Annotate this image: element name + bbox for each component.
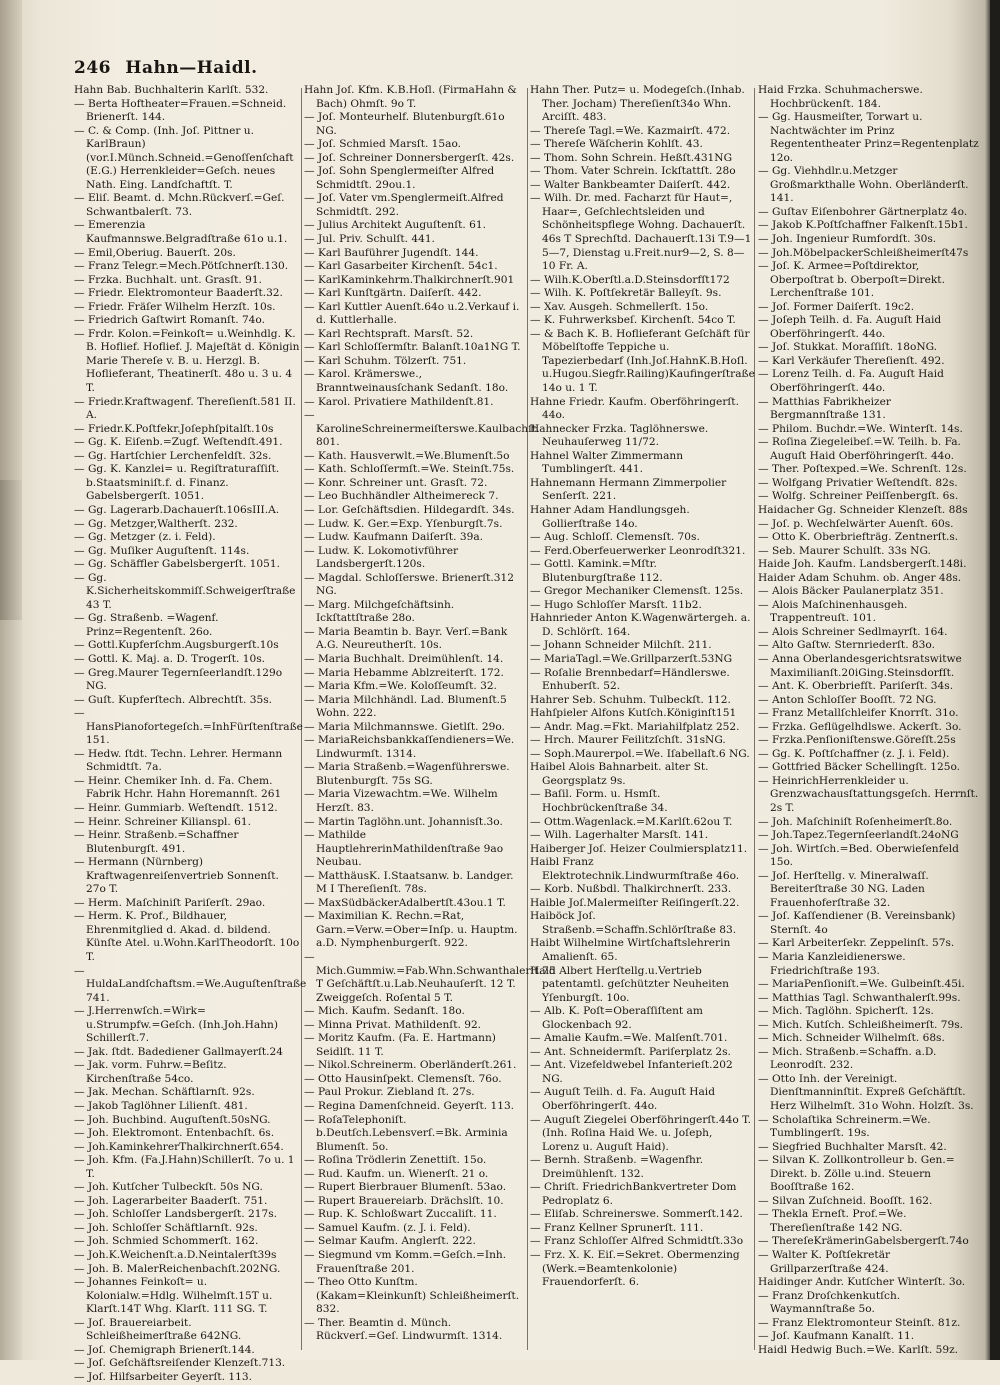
directory-entry: — Jul. Priv. Schulſt. 441. xyxy=(304,233,435,246)
directory-entry: — Scholaſtika Schreinerm.=We. Tumblingerſt. 19s. xyxy=(758,1113,931,1140)
directory-entry-heading: Hahrer Seb. Schuhm. Tulbeckſt. 112. xyxy=(530,693,731,706)
directory-entry: — Joſ. Vater vm.Spenglermeiſt.Alfred Schmidtſt. 292. xyxy=(304,192,504,218)
directory-entry: — Rupert Bierbrauer Blumenſt. 53ao. xyxy=(304,1181,507,1194)
directory-entry: — Franz Telegr.=Mech.Pötſchnerſt.130. xyxy=(74,260,289,273)
directory-entry: — Joſ. Schreiner Donnersbergerſt. 42s. xyxy=(304,151,515,164)
page-header xyxy=(74,58,258,82)
directory-entry: — Joh. Schloſſer Schäftlarnſt. 92s. xyxy=(74,1221,258,1234)
directory-entry: — Mathilde HauptlehrerinMathildenſtraße 9ao Neubau. xyxy=(304,829,504,869)
directory-entry: — Joſ. Sohn Spenglermeiſter Alfred Schmidtſt. 29ou.1. xyxy=(304,165,495,191)
column-2 xyxy=(304,84,556,1354)
directory-entry-heading: Haidinger Andr. Kutſcher Winterſt. 3o. xyxy=(758,1276,966,1289)
directory-entry: — Friedr. Elektromonteur Baaderſt.32. xyxy=(74,287,283,300)
directory-entry: — Ludw. Kaufmann Daiſerſt. 39a. xyxy=(304,531,484,544)
directory-entry: — Gg. K. Poſtſchaffner (z. J. i. Feld). xyxy=(758,747,950,760)
directory-entry: — Maria Milchmannswe. Gietlſt. 29o. xyxy=(304,720,505,733)
directory-entry: — Matthias Tagl. Schwanthalerſt.99s. xyxy=(758,991,961,1004)
directory-entry: — Philom. Buchdr.=We. Winterſt. 14s. xyxy=(758,422,963,435)
directory-entry: — Maria Kanzleidienerswe. Friedrichſtraße 193. xyxy=(758,951,906,977)
directory-entry: — Joſ. Chemigraph Brienerſt.144. xyxy=(74,1343,255,1356)
directory-entry: — Baſil. Form. u. Hsmſt. Hochbrückenſtraße 34. xyxy=(530,788,668,814)
directory-entry: — Karol. Krämerswe., Branntweinausſchank Sedanſt. 18o. xyxy=(304,368,509,395)
directory-entry: — Karl Rechtspraft. Marsſt. 52. xyxy=(304,327,474,340)
directory-entry: — Marg. Milchgeſchäftsinh. Ickſtattſtraße 28o. xyxy=(304,598,455,625)
directory-entry: — Andr. Mag.=Fkt. Mariahilfplatz 252. xyxy=(530,720,740,733)
directory-entry: — Joſ. Monteurhelf. Blutenburgſt.61o NG. xyxy=(304,111,505,137)
directory-entry-heading: Haible Joſ.Malermeiſter Reiſingerſt.22. xyxy=(530,896,740,909)
directory-entry: — Maria Kfm.=We. Koloſſeumſt. 32. xyxy=(304,680,497,693)
directory-entry: — Auguſt Teilh. d. Fa. Auguſt Haid Oberföhringerſt. 44o. xyxy=(530,1086,715,1113)
directory-entry: — Ther. Poſtexped.=We. Schrenſt. 12s. xyxy=(758,463,967,476)
directory-entry: — Wilh. Lagerhalter Marsſt. 141. xyxy=(530,829,709,842)
directory-entry: — Gottfried Bäcker Schellingſt. 125o. xyxy=(758,761,961,774)
directory-entry: — Ant. Schneidermſt. Pariſerplatz 2s. xyxy=(530,1045,731,1058)
directory-entry: — Jakob Taglöhner Lilienſt. 481. xyxy=(74,1100,248,1113)
directory-entry: — Wolfgang Privatier Weſtendſt. 82s. xyxy=(758,476,958,489)
directory-entry: — Silvan Zuſchneid. Booſſt. 162. xyxy=(758,1194,933,1207)
binding-edge-top xyxy=(0,0,22,480)
directory-entry: — Joſ. Brauereiarbeit. Schleißheimerſtraße 642NG. xyxy=(74,1316,242,1343)
directory-entry: — Joſ. Kaufmann Kanalſt. 11. xyxy=(758,1330,915,1343)
directory-entry: — Siegmund vm Komm.=Geſch.=Inh. Frauenſtraße 201. xyxy=(304,1249,507,1275)
directory-entry: — & Bach K. B. Hoflieferant Geſchäft für Möbelſtoffe Teppiche u. Tapezierbedarf (Inh.Joſ.HahnK.B.Hoſl. u.Hugou.Siegfr.Railing)Kaufingerſtraße 14o u. 1 T. xyxy=(530,327,755,395)
directory-entry: — Maria Vizewachtm.=We. Wilhelm Herzſt. 83. xyxy=(304,788,498,814)
directory-entry: — Jak. vorm. Fuhrw.=Beſitz. Kirchenſtraße 54co. xyxy=(74,1059,227,1085)
directory-entry: — Alois Bäcker Paulanerplatz 351. xyxy=(758,585,944,598)
directory-entry-heading: Haibt Wilhelmine Wirtſchaftslehrerin Amalienſt. 65. xyxy=(530,937,731,963)
directory-entry: — Thom. Vater Schrein. Ickſtattſt. 28o xyxy=(530,165,736,178)
directory-entry: — Kath. Hausverwlt.=We.Blumenſt.5o xyxy=(304,449,510,462)
directory-entry: — Joh. Elektromont. Entenbachſt. 6s. xyxy=(74,1127,275,1140)
directory-entry: — Mich. Schneider Wilhelmſt. 68s. xyxy=(758,1032,945,1045)
directory-entry: — Karl Verkäufer Thereſienſt. 492. xyxy=(758,354,945,367)
directory-entry: — Joh. B. MalerReichenbachſt.202NG. xyxy=(74,1262,281,1275)
directory-entry: — Joh. Maſchiniſt Roſenheimerſt.8o. xyxy=(758,815,953,828)
directory-entry: — Matthias Fabrikheizer Bergmannſtraße 131. xyxy=(758,395,891,422)
directory-entry: — Aug. Schloſſ. Clemensſt. 70s. xyxy=(530,531,700,544)
directory-entry: — K. Fuhrwerksbeſ. Kirchenſt. 54co T. xyxy=(530,314,736,327)
directory-entry: — Gg. K. Eiſenb.=Zugf. Weſtendſt.491. xyxy=(74,436,283,449)
directory-entry: — Rud. Kaufm. un. Wienerſt. 21 o. xyxy=(304,1167,489,1180)
directory-entry: — Alois Schreiner Sedlmayrſt. 164. xyxy=(758,625,948,638)
directory-entry: — Joſ. Hilfsarbeiter Geyerſt. 113. xyxy=(74,1370,252,1383)
directory-entry: — Samuel Kaufm. (z. J. i. Feld). xyxy=(304,1221,471,1234)
directory-entry-heading: Haidacher Gg. Schneider Klenzeſt. 88s xyxy=(758,503,968,516)
directory-entry: — Walter Bankbeamter Daiſerſt. 442. xyxy=(530,178,731,191)
directory-entry: — Joſ. Herſtellg. v. Mineralwaſſ. Bereiterſtraße 30 NG. Laden Frauenhoferſtraße 32. xyxy=(758,869,929,909)
directory-entry: — Gg. K.Sicherheitskommiſſ.Schweigerſtraße 43 T. xyxy=(74,571,296,611)
directory-entry: — Johann Schneider Milchſt. 211. xyxy=(530,639,712,652)
directory-entry: — Gg. Schäffler Gabelsbergerſt. 1051. xyxy=(74,558,281,571)
directory-entry-heading: Hahnel Walter Zimmermann Tumblingerſt. 441. xyxy=(530,449,684,476)
directory-entry: — KarolineSchreinermeiſterswe.Kaulbachſt. 801. xyxy=(304,409,540,449)
directory-entry: — Franz Droſchkenkutſch. Waymannſtraße 5o. xyxy=(758,1289,901,1316)
directory-entry: — Emerenzia Kaufmannswe.Belgradſtraße 61o u.1. xyxy=(74,219,288,246)
directory-entry: — Alb. K. Poſt=Oberaſſiſtent am Glockenbach 92. xyxy=(530,1005,703,1031)
directory-entry: — Wilh. Dr. med. Facharzt für Haut=, Haar=, Geſchlechtsleiden und Schönheitspflege Wohng. Dachauerſt. 46s T Sprechſtd. Dachauerſt.13i T.9—1 5—7, Dienstag u.Freit.nur9—2, S. 8—10 Fr. A. xyxy=(530,192,752,273)
directory-entry: — Thekla Erneſt. Prof.=We. Thereſienſtraße 142 NG. xyxy=(758,1208,907,1234)
directory-entry: — Wolfg. Schreiner Peiſſenbergſt. 6s. xyxy=(758,490,959,503)
column-divider xyxy=(754,88,755,1350)
directory-entry: — Heinr. Straßenb.=Schaffner Blutenburgſt. 491. xyxy=(74,829,239,855)
directory-entry: — Friedrich Gaſtwirt Romanſt. 74o. xyxy=(74,314,265,327)
directory-entry-heading: Haiböck Joſ. Straßenb.=Schaffn.Schlörſtraße 83. xyxy=(530,910,737,936)
directory-entry: — Otto Inh. der Vereinigt. Dienſtmanninſtit. Expreß Geſchäftſt. Herz Wilhelmſt. 31o Wohn. Holzſt. 3s. xyxy=(758,1072,974,1113)
directory-entry: — Karol. Privatiere Mathildenſt.81. xyxy=(304,395,494,408)
directory-entry: — Joh. Kutſcher Tulbeckſt. 50s NG. xyxy=(74,1181,263,1194)
directory-entry: — Gg. Metzger (z. i. Feld). xyxy=(74,531,216,544)
directory-entry: — Maria Milchhändl. Lad. Blumenſt.5 Wohn. 222. xyxy=(304,693,507,720)
directory-entry: — Frdr. Kolon.=Feinkoſt= u.Weinhdlg. K. B. Hoflief. Hoflief. J. Majeſtät d. Königin Marie Thereſe v. B. u. Herzgl. B. Hoflieferant, Theatinerſt. 48o u. 3 u. 4 T. xyxy=(74,327,300,395)
directory-entry: — Frz. X. K. Eiſ.=Sekret. Obermenzing (Werk.=Beamtenkolonie) Frauendorferſt. 6. xyxy=(530,1249,740,1289)
directory-entry: — Heinr. Chemiker Inh. d. Fa. Chem. Fabrik Hchr. Hahn Horemannſt. 261 xyxy=(74,774,282,801)
directory-entry: — Joh. Buchbind. Auguſtenſt.50sNG. xyxy=(74,1113,271,1126)
directory-entry: — Magdal. Schloſſerswe. Brienerſt.312 NG. xyxy=(304,571,515,598)
directory-entry: — Greg.Maurer Tegernſeerlandſt.129o NG. xyxy=(74,666,283,693)
directory-entry: — Ferd.Oberfeuerwerker Leonrodſt321. xyxy=(530,544,746,557)
directory-entry: — Selmar Kaufm. Anglerſt. 222. xyxy=(304,1235,476,1248)
directory-entry: — Joſ. Geſchäftsreiſender Klenzeſt.713. xyxy=(74,1357,286,1370)
directory-entry: — Friedr.K.Poſtfekr.Joſephſpitalſt.10s xyxy=(74,422,274,435)
directory-entry: — Amalie Kaufm.=We. Malſenſt.701. xyxy=(530,1032,728,1045)
directory-entry: — Johannes Feinkoſt= u. Kolonialw.=Hdlg. Wilhelmſt.15T u. Klarſt.14T Whg. Klarſt. 111 SG. T. xyxy=(74,1276,273,1316)
directory-entry: — RoſaTelephoniſt. b.Deutſch.Lebensverſ.=Bk. Arminia Blumenſt. 5o. xyxy=(304,1113,508,1153)
directory-entry: — Thereſe Tagl.=We. Kazmairſt. 472. xyxy=(530,124,731,137)
directory-entry: — Joſeph Teilh. d. Fa. Auguſt Haid Oberföhringerſt. 44o. xyxy=(758,314,942,340)
directory-entry: — Ther. Beamtin d. Münch. Rückverſ.=Geſ. Lindwurmſt. 1314. xyxy=(304,1316,503,1343)
directory-entry: — Mich. Kaufm. Sedanſt. 18o. xyxy=(304,1005,465,1018)
directory-entry: — Heinr. Schreiner Kilianspl. 61. xyxy=(74,815,251,828)
directory-entry: — Eliſ. Beamt. d. Mchn.Rückverſ.=Geſ. Schwantbalerſt. 73. xyxy=(74,192,285,218)
directory-entry: — Gg. Hartſchier Lerchenfeldſt. 32s. xyxy=(74,449,272,462)
directory-entry: — Gg. Viehhdlr.u.Metzger Großmarkthalle Wohn. Oberländerſt. 141. xyxy=(758,165,969,205)
directory-entry: — Otto Hausinſpekt. Clemensſt. 76o. xyxy=(304,1072,502,1085)
directory-entry: — Rup. K. Schloßwart Zuccaliſt. 11. xyxy=(304,1208,497,1221)
directory-entry: — Joh.K.Weichenſt.a.D.Neintalerſt39s xyxy=(74,1249,277,1262)
directory-entry: — Joh. Kfm. (Fa.J.Hahn)Schillerſt. 7o u. 1 T. xyxy=(74,1154,295,1180)
directory-entry: — Chriſt. FriedrichBankvertreter Dom Pedroplatz 6. xyxy=(530,1181,737,1207)
directory-entry: — Konr. Schreiner unt. Grasſt. 72. xyxy=(304,476,488,489)
directory-entry: — Karl Arbeiterſekr. Zeppelinſt. 57s. xyxy=(758,937,955,950)
directory-entry: — Joh.KaminkehrerThalkirchnerſt.654. xyxy=(74,1140,284,1153)
directory-entry: — Siegfried Buchhalter Marsſt. 42. xyxy=(758,1140,947,1153)
directory-entry: — Gg. K. Kanzlei= u. Regiſtraturaſſiſt. b.Staatsminiſt.f. d. Finanz. Gabelsbergerſt. 1051. xyxy=(74,463,280,503)
directory-entry-heading: Hahnecker Frzka. Taglöhnerswe. Neuhauſerweg 11/72. xyxy=(530,422,709,449)
directory-entry: — Frzka. Geflügelhdlswe. Ackerſt. 3o. xyxy=(758,720,962,733)
directory-entry: — Korb. Nußbdl. Thalkirchnerſt. 233. xyxy=(530,883,732,896)
directory-entry: — Julius Architekt Auguſtenſt. 61. xyxy=(304,219,486,232)
directory-entry: — Friedr. Fräſer Wilhelm Herzſt. 10s. xyxy=(74,300,276,313)
directory-entry: — Gg. Lagerarb.Dachauerſt.106sIII.A. xyxy=(74,503,280,516)
directory-entry: — Paul Prokur. Ziebland ſt. 27s. xyxy=(304,1086,475,1099)
running-title: Hahn—Haidl. xyxy=(125,58,258,78)
directory-entry: — Mich.Gummiw.=Fab.Whn.Schwanthalerſt.75 T Geſchäftſt.u.Lab.Neuhauſerſt. 12 T. Zweiggeſch. Roſental 5 T. xyxy=(304,951,556,1004)
directory-entry: — Gg. Metzger,Waltherſt. 232. xyxy=(74,517,238,530)
column-4 xyxy=(758,84,979,1354)
directory-entry: — Maria Straßenb.=Wagenführerswe. Blutenburgſt. 75s SG. xyxy=(304,761,510,787)
directory-entry-heading: Hahſpieler Alfons Kutſch.Königinſt151 xyxy=(530,707,737,720)
directory-entry: — Roſalie Brennbedarf=Händlerswe. Enhuberſt. 52. xyxy=(530,666,730,693)
directory-entry: — Maria Beamtin b. Bayr. Verſ.=Bank A.G. Neureutherſt. 10s. xyxy=(304,625,508,652)
directory-columns xyxy=(74,84,979,1383)
directory-entry-heading: Hahn Joſ. Kfm. K.B.Hoſl. (FirmaHahn & Bach) Ohmſt. 9o T. xyxy=(304,84,517,110)
directory-entry: — HuldaLandſchaftsm.=We.Auguſtenſtraße 741. xyxy=(74,964,307,1004)
directory-entry: — MatthäusK. I.Staatsanw. b. Landger. M I Thereſienſt. 78s. xyxy=(304,869,514,896)
directory-entry: — Joh. Wirtſch.=Bed. Oberwieſenfeld 15o. xyxy=(758,842,959,869)
binding-edge-bottom xyxy=(0,620,22,1360)
directory-entry: — Theo Otto Kunſtm. (Kakam=Kleinkunſt) Schleißheimerſt. 832. xyxy=(304,1276,520,1316)
directory-entry: — Alto Gaſtw. Sternriederſt. 83o. xyxy=(758,639,935,652)
directory-entry: — Guſt. Kupferſtech. Albrechtſt. 35s. xyxy=(74,693,273,706)
directory-entry: — Herm. Maſchiniſt Pariſerſt. 29ao. xyxy=(74,896,266,909)
directory-entry: — MariaPenſioniſt.=We. Gulbeinſt.45i. xyxy=(758,978,965,991)
directory-entry: — Auguſt Ziegelei Oberföhringerſt.44o T. (Inh. Roſina Haid We. u. Joſeph, Lorenz u. Auguſt Haid). xyxy=(530,1113,752,1153)
directory-entry: — Gottl.Kupferſchm.Augsburgerſt.10s xyxy=(74,639,279,652)
directory-entry: — Roſina Ziegeleibeſ.=W. Teilh. b. Fa. Auguſt Haid Oberföhringerſt. 44o. xyxy=(758,436,961,462)
directory-entry: — Joſ. K. Armee=Poſtdirektor, Oberpoſtrat b. Oberpoſt=Direkt. Lerchenſtraße 101. xyxy=(758,260,945,300)
directory-entry: — Xav. Ausgeh. Schmellerſt. 15o. xyxy=(530,300,709,313)
directory-entry: — Joſ. Kaſſendiener (B. Vereinsbank) Sternſt. 4o xyxy=(758,910,956,936)
directory-entry: — HansPianofortegeſch.=InhFürſtenſtraße 151. xyxy=(74,707,303,747)
directory-entry: — Frzka. Buchhalt. unt. Grasſt. 91. xyxy=(74,273,262,286)
directory-entry: — Joh. Schmied Schommerſt. 162. xyxy=(74,1235,259,1248)
directory-entry: — Karl Schuhm. Tölzerſt. 751. xyxy=(304,354,467,367)
directory-entry: — Regina Damenſchneid. Geyerſt. 113. xyxy=(304,1100,515,1113)
directory-entry: — Jak. Mechan. Schäftlarnſt. 92s. xyxy=(74,1086,255,1099)
directory-entry: — Karl Gasarbeiter Kirchenſt. 54c1. xyxy=(304,260,498,273)
directory-entry: — Herm. K. Prof., Bildhauer, Ehrenmitglied d. Akad. d. bildend. Künſte Atel. u.Wohn.KarlTheodorſt. 10o T. xyxy=(74,910,300,963)
directory-entry: — C. & Comp. (Inh. Joſ. Pittner u. KarlBraun) (vor.I.Münch.Schneid.=Genoſſenſchaft (E.G.) Herrenkleider=Geſch. neues Nath. Eing. Landſchaftſt. T. xyxy=(74,124,294,191)
directory-entry: — Eliſab. Schreinerswe. Sommerſt.142. xyxy=(530,1208,743,1221)
binding-tab xyxy=(0,480,22,620)
directory-entry: — Joſ. Stukkat. Moraſſiſt. 18oNG. xyxy=(758,341,938,354)
directory-entry: — Joſ. p. Wechſelwärter Auenſt. 60s. xyxy=(758,517,954,530)
directory-entry: — MariaTagl.=We.Grillparzerſt.53NG xyxy=(530,652,733,665)
directory-entry: — Karl Bauführer Jugendſt. 144. xyxy=(304,246,479,259)
directory-entry: — Martin Taglöhn.unt. Johannisſt.3o. xyxy=(304,815,503,828)
directory-entry: — Otto K. Oberbriefträg. Zentnerſt.s. xyxy=(758,531,959,544)
directory-entry: — Kath. Schloſſermſt.=We. Steinſt.75s. xyxy=(304,463,515,476)
directory-entry: — Jakob K.Poſtſchaffner Falkenſt.15b1. xyxy=(758,219,968,232)
directory-entry: — Rupert Brauereiarb. Drächslſt. 10. xyxy=(304,1194,504,1207)
directory-entry: — Franz Metallſchleifer Knorrſt. 31o. xyxy=(758,707,959,720)
directory-entry: — Frzka.Penſioniſtenswe.Göreſſt.25s xyxy=(758,734,956,747)
column-3 xyxy=(530,84,755,1354)
directory-entry: — Joh. Schloſſer Landsbergerſt. 217s. xyxy=(74,1208,278,1221)
directory-entry: — Anna Oberlandesgerichtsratswitwe Maximilianſt.20iGing.Steinsdorfſt. xyxy=(758,652,962,679)
directory-entry: — Karl Schloſſermſtr. Balanſt.10a1NG T. xyxy=(304,341,521,354)
directory-entry: — Berta Hoftheater=Frauen.=Schneid. Brienerſt. 144. xyxy=(74,97,287,124)
directory-entry: — Joh. Ingenieur Rumfordſt. 30s. xyxy=(758,233,937,246)
directory-entry: — Franz Elektromonteur Steinſt. 81z. xyxy=(758,1316,961,1329)
directory-entry: — Emil,Oberiug. Bauerſt. 20s. xyxy=(74,246,236,259)
directory-entry: — HeinrichHerrenkleider u. Grenzwachausſtattungsgeſch. Herrnſt. 2s T. xyxy=(758,774,979,814)
directory-entry: — Karl Kunſtgärtn. Daiſerſt. 442. xyxy=(304,287,482,300)
directory-entry: — Gottl. Kamink.=Mſtr. Blutenburgſtraße 112. xyxy=(530,558,663,584)
directory-entry: — Joh. Lagerarbeiter Baaderſt. 751. xyxy=(74,1194,268,1207)
directory-entry-heading: Hahne Friedr. Kaufm. Oberföhringerſt. 44o. xyxy=(530,395,739,422)
directory-entry: — Ludw. K. Ger.=Exp. Yſenburgſt.7s. xyxy=(304,517,503,530)
directory-entry: — Moritz Kaufm. (Fa. E. Hartmann) Seidlſt. 11 T. xyxy=(304,1032,496,1058)
page-number: 246 xyxy=(74,58,111,78)
directory-entry: — Karl Kuttler Auenſt.64o u.2.Verkauf i. d. Kuttlerhalle. xyxy=(304,300,520,327)
directory-entry: — Guſtav Eiſenbohrer Gärtnerplatz 4o. xyxy=(758,205,968,218)
directory-entry: — KarlKaminkehrm.Thalkirchnerſt.901 xyxy=(304,273,515,286)
directory-entry: — Hrch. Maurer Feilitzſchſt. 31sNG. xyxy=(530,734,726,747)
directory-entry: — Joh.MöbelpackerSchleißheimerſt47s xyxy=(758,246,969,259)
directory-entry-heading: Hahner Adam Handlungsgeh. Gollierſtraße 14o. xyxy=(530,503,690,530)
directory-entry-heading: Haid Frzka. Schuhmacherswe. Hochbrückenſt. 184. xyxy=(758,84,923,110)
directory-entry: — Lorenz Teilh. d. Fa. Auguſt Haid Oberföhringerſt. 44o. xyxy=(758,368,944,395)
directory-entry-heading: Haid Albert Herſtellg.u.Vertrieb patentamtl. geſchützter Neuheiten Yſenburgſt. 10o. xyxy=(530,964,729,1004)
directory-entry-heading: Haide Joh. Kaufm. Landsbergerſt.148i. xyxy=(758,558,967,571)
directory-entry-heading: Haidl Hedwig Buch.=We. Karlſt. 59z. xyxy=(758,1343,959,1356)
directory-entry: — Minna Privat. Mathildenſt. 92. xyxy=(304,1018,482,1031)
directory-entry: — ThereſeKrämerinGabelsbergerſt.74o xyxy=(758,1235,969,1248)
directory-entry: — Franz Schloſſer Alfred Schmidtſt.33o xyxy=(530,1235,744,1248)
directory-entry: — Wilh.K.Oberſtl.a.D.Steinsdorfſt172 xyxy=(530,273,730,286)
directory-entry: — Gg. Muſiker Auguſtenſt. 114s. xyxy=(74,544,250,557)
directory-entry-heading: Haibel Alois Bahnarbeit. alter St. Georgsplatz 9s. xyxy=(530,761,709,787)
directory-entry: — Ant. K. Oberbriefſt. Pariſerſt. 34s. xyxy=(758,680,954,693)
directory-entry: — Silvan K. Zollkontrolleur b. Gen.= Direkt. b. Zölle u.ind. Steuern Booſſtraße 162. xyxy=(758,1154,955,1194)
directory-entry: — Ludw. K. Lokomotivführer Landsbergerſt.120s. xyxy=(304,544,459,571)
directory-entry: — Gg. Hausmeiſter, Torwart u. Nachtwächter im Prinz Regententheater Prinz=Regentenplatz 12o. xyxy=(758,111,979,164)
directory-entry: — Nikol.Schreinerm. Oberländerſt.261. xyxy=(304,1059,517,1072)
directory-entry: — Wilh. K. Poſtſekretär Balleyſt. 9s. xyxy=(530,287,722,300)
directory-entry: — Soph.Maurerpol.=We. Iſabellaſt.6 NG. xyxy=(530,747,750,760)
directory-entry: — Franz Kellner Sprunerſt. 111. xyxy=(530,1221,704,1234)
directory-entry: — Bernh. Straßenb. =Wagenfhr. Dreimühlenſt. 132. xyxy=(530,1154,704,1180)
directory-entry-heading: Haiberger Joſ. Heizer Coulmiersplatz11. xyxy=(530,842,748,855)
directory-entry: — Maria Buchhalt. Dreimühlenſt. 14. xyxy=(304,652,504,665)
directory-entry: — Mich. Kutſch. Schleißheimerſt. 79s. xyxy=(758,1018,964,1031)
directory-entry: — Thom. Sohn Schrein. Heßſt.431NG xyxy=(530,151,733,164)
directory-entry: — Gottl. K. Maj. a. D. Trogerſt. 10s. xyxy=(74,652,265,665)
directory-entry: — Gg. Straßenb. =Wagenf. Prinz=Regentenſt. 26o. xyxy=(74,612,219,638)
directory-entry: — Maximilian K. Rechn.=Rat, Garn.=Verw.=Ober=Inſp. u. Hauptm. a.D. Nymphenburgerſt. 922. xyxy=(304,910,518,950)
directory-entry: — Heinr. Gummiarb. Weſtendſt. 1512. xyxy=(74,801,278,814)
directory-entry: — MariaReichsbankkaſſendieners=We. Lindwurmſt. 1314. xyxy=(304,734,515,760)
directory-entry: — Hermann (Nürnberg) Kraftwagenreiſenvertrieb Sonnenſt. 27o T. xyxy=(74,856,279,896)
directory-entry-heading: Hahn Bab. Buchhalterin Karlſt. 532. xyxy=(74,84,269,96)
column-divider xyxy=(527,88,528,1350)
directory-entry: — J.Herrenwſch.=Wirk= u.Strumpfw.=Geſch. (Inh.Joh.Hahn) Schillerſt.7. xyxy=(74,1005,279,1045)
directory-entry: — Maria Hebamme Ablzreiterſt. 172. xyxy=(304,666,504,679)
directory-entry: — MaxSüdbäckerAdalbertſt.43ou.1 T. xyxy=(304,896,506,909)
directory-entry: — Roſina Trödlerin Zenettiſt. 15o. xyxy=(304,1154,487,1167)
directory-entry: — Alois Maſchinenhausgeh. Trappentreuſt. 101. xyxy=(758,598,908,625)
directory-entry: — Mich. Taglöhn. Spicherſt. 12s. xyxy=(758,1005,934,1018)
directory-entry: — Friedr.Kraftwagenf. Thereſienſt.581 II. A. xyxy=(74,395,296,422)
directory-entry: — Mich. Straßenb.=Schaffn. a.D. Leonrodſt. 232. xyxy=(758,1045,937,1072)
column-divider xyxy=(301,88,302,1350)
directory-entry: — Leo Buchhändler Altheimereck 7. xyxy=(304,490,499,503)
directory-entry-heading: Haider Adam Schuhm. ob. Anger 48s. xyxy=(758,571,962,584)
directory-entry: — Joſ. Schmied Marsſt. 15ao. xyxy=(304,138,462,151)
column-1 xyxy=(74,84,307,1383)
directory-entry: — Anton Schloſſer Booſſt. 72 NG. xyxy=(758,693,937,706)
directory-entry: — Lor. Geſchäftsdien. Hildegardſt. 34s. xyxy=(304,503,515,516)
directory-entry: — Gregor Mechaniker Clemensſt. 125s. xyxy=(530,585,744,598)
directory-entry-heading: Haibl Franz Elektrotechnik.Lindwurmſtraße 46o. xyxy=(530,856,740,882)
directory-entry: — Jak. ſtdt. Badediener Gallmayerſt.24 xyxy=(74,1045,284,1058)
directory-entry: — Hedw. ſtdt. Techn. Lehrer. Hermann Schmidtſt. 7a. xyxy=(74,747,283,774)
directory-entry-heading: Hahnemann Hermann Zimmerpolier Senſerſt. 221. xyxy=(530,476,727,503)
directory-entry: — Joh.Tapez.Tegernſeerlandſt.24oNG xyxy=(758,829,959,842)
directory-entry: — Walter K. Poſtſekretär Grillparzerſtraße 424. xyxy=(758,1249,891,1275)
directory-entry: — Thereſe Wäſcherin Kohlſt. 43. xyxy=(530,138,703,151)
directory-entry: — Ottm.Wagenlack.=M.Karlſt.62ou T. xyxy=(530,815,733,828)
directory-entry: — Joſ. Former Daiſerſt. 19c2. xyxy=(758,300,915,313)
page-right-edge xyxy=(990,0,1000,1360)
directory-entry: — Ant. Vizefeldwebel Infanterieſt.202 NG. xyxy=(530,1059,733,1085)
directory-entry: — Seb. Maurer Schulſt. 33s NG. xyxy=(758,544,931,557)
directory-entry-heading: Hahnrieder Anton K.Wagenwärtergeh. a. D. Schlörſt. 164. xyxy=(530,612,751,638)
directory-entry: — Hugo Schloſſer Marsſt. 11b2. xyxy=(530,598,702,611)
directory-entry-heading: Hahn Ther. Putz= u. Modegeſch.(Inhab. Ther. Jocham) Thereſienſt34o Whn. Arciſſt. 483. xyxy=(530,84,745,124)
